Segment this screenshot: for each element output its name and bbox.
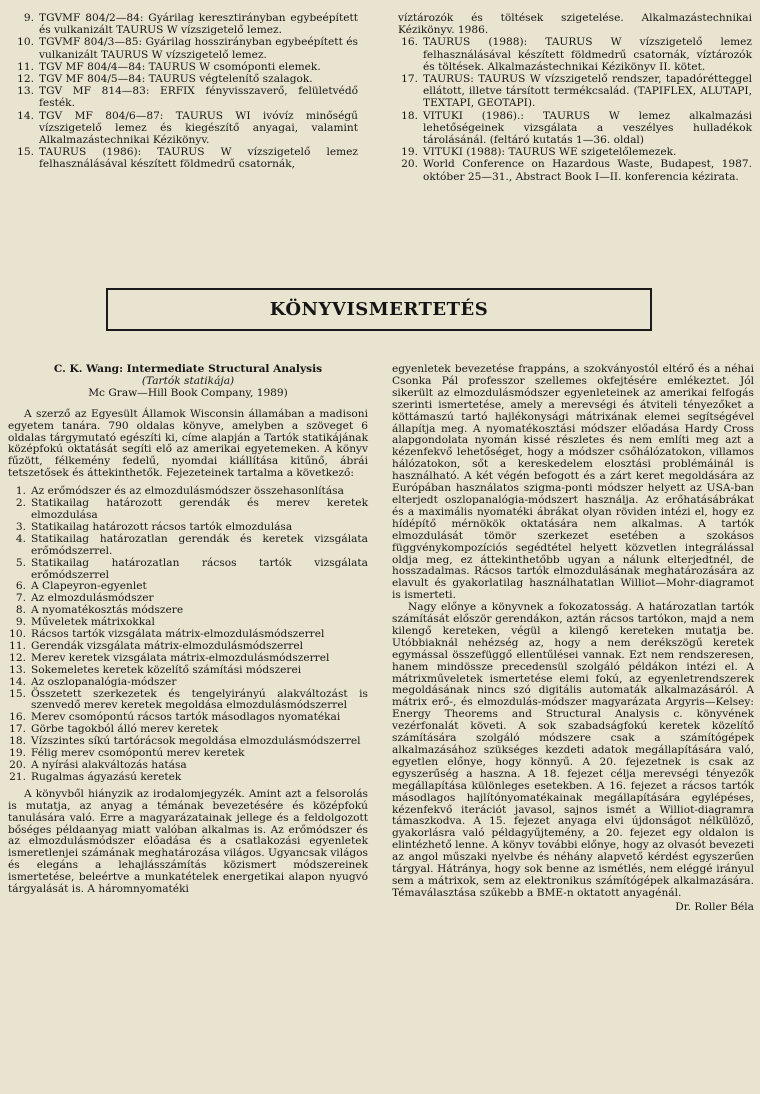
intro-paragraph: A szerző az Egyesült Államok Wisconsin államában a madisoni egyetem tanára. 790 oldalas könyve, amelyben a szöveget 6 oldalas tárgymutató egészíti ki, címe alapján a Tartók statikájának középfokú oktatását segíti elő az amerikai egyetemeken. A könyv fűzött, félkemény fedelű, nyomdai kiállítása kitűnő, ábrái tetszetősek és áttekinthetők. Fejezeteinek tartalma a következő:: [8, 407, 368, 480]
chapter-item: [8, 689, 368, 713]
review-paragraph-1: egyenletek bevezetése frappáns, a szokványostól eltérő és a néhai Csonka Pál professzor szellemes okfejtésére emlékeztet. Jól sikerült az elmozdulásmódszer egyenleteinek az amerikai felfogás szerinti ismertetése, amely a merevségi és átviteli tényezőket a köttámaszú tartó hajlékonysági mátrixának elemei segítségével állapítja meg. A nyomatékosztási módszer előadása Hardy Cross alapgondolata nyomán kissé részletes és nem említi meg azt a kézenfekvő lehetőséget, hogy a módszer csőhálózatokon, villamos hálózatokon, sőt a kereskedelem elosztási problémáinál is használható. A két végén befogott és a zárt keret megoldására az Európában használatos szigma-ponti módszer helyett az USA-ban elterjedt oszlopanalógia-módszert használja. Az erőhatásábrákat és a maximális nyomatéki ábrákat olyan röviden intézi el, hogy ez hídépítő mérnökök oktatására nem alkalmas. A tartók elmozdulását tömör szerkezet esetében a szokásos függvénykompozíciós segédtétel helyett közvetlen integrálással oldja meg, ez áttekinthetőbb ugyan a nálunk elterjedtnél, de hosszadalmas. Rácsos tartók elmozdulásának meghatározására az elavult és gyakorlatilag használhatatlan Williot—Mohr-diagramot is ismerteti.: [392, 363, 754, 602]
reference-item-number: 12.: [17, 73, 34, 86]
reference-continuation: víztározók és töltések szigetelése. Alkalmazástechnikai Kézikönyv. 1986.: [398, 12, 752, 37]
chapter-item-number: 7.: [15, 592, 26, 605]
reference-item: [8, 73, 358, 85]
reference-item-text: VITUKI (1986).: TAURUS W lemez alkalmazási lehetőségeinek vizsgálata a veszélyes hulladékok tárolásánál. (feltáró kutatás 1—36. oldal): [423, 109, 752, 147]
chapter-item-number: 14.: [9, 675, 26, 688]
reference-item-number: 16.: [401, 36, 418, 49]
chapter-item-number: 4.: [15, 532, 26, 545]
section-banner: [106, 288, 652, 331]
chapter-item: [8, 772, 368, 784]
chapter-item-text: Sokemeletes keretek közelítő számítási módszerei: [31, 663, 302, 676]
chapter-item-text: A nyírási alakváltozás hatása: [31, 759, 187, 771]
chapter-item-text: Görbe tagokból álló merev keretek: [31, 723, 219, 736]
chapter-item-number: 15.: [9, 687, 26, 700]
closing-left-paragraph: A könyvből hiányzik az irodalomjegyzék. Amint azt a felsorolás is mutatja, az anyag a témának bevezetésére és középfokú tanulására való. Erre a magyarázatainak jellege és a feldolgozott bőséges példaanyag miatt valóban alkalmas is. Az erőmódszer és az elmozdulásmódszer előadása és a csatlakozási egyenletek ismeretlenjei számának meghatározása világos. Ugyancsak világos és elegáns a lehajlásszámítás közismert módszereinek ismertetése, beleértve a munkatételek energetikai alapon nyugvó tárgyalását is. A háromnyomatéki: [8, 787, 368, 896]
chapter-item-text: Az oszlopanalógia-módszer: [31, 675, 177, 688]
chapter-item: [8, 522, 368, 534]
section-title: KÖNYVISMERTETÉS: [269, 299, 489, 320]
reference-item-number: 17.: [401, 73, 418, 86]
reference-item-text: TGV MF 804/6—87: TAURUS WI ivóvíz minőségű vízszigetelő lemez és kiegészítő anyagai, valamint Alkalmazástechnikai Kézikönyv.: [39, 109, 358, 147]
reference-item-number: 18.: [401, 109, 418, 122]
chapter-item-number: 5.: [15, 556, 26, 569]
chapter-item-text: Statikailag határozatlan rácsos tartók vizsgálata erőmódszerrel: [31, 556, 368, 581]
chapter-item-text: A nyomatékosztás módszere: [31, 604, 184, 617]
chapter-item-text: Statikailag határozott gerendák és merev keretek elmozdulása: [31, 497, 368, 521]
chapter-item-number: 18.: [9, 735, 26, 748]
book-publisher: Mc Graw—Hill Book Company, 1989): [88, 386, 288, 399]
chapter-item-text: Vízszintes síkú tartórácsok megoldása elmozdulásmódszerrel: [31, 735, 361, 748]
reference-item-text: VITUKI (1988): TAURUS WE szigetelőlemezek.: [423, 146, 677, 159]
reference-item-number: 19.: [401, 146, 418, 159]
reference-item-number: 11.: [17, 60, 34, 73]
reference-item-number: 20.: [401, 158, 418, 171]
reference-item: [392, 110, 752, 147]
chapter-item-text: Félig merev csomópontú merev keretek: [31, 747, 245, 760]
book-subtitle: (Tartók statikája): [141, 374, 235, 387]
chapter-item-number: 3.: [15, 520, 26, 533]
chapter-item-number: 11.: [9, 639, 26, 652]
reference-item-number: 10.: [17, 36, 34, 49]
reference-item-text: TGV MF 814—83: ERFIX fényvisszaverő, felületvédő festék.: [39, 85, 358, 110]
reference-item: [392, 146, 752, 158]
reference-item-number: 14.: [17, 109, 34, 122]
reference-item-text: TAURUS (1988): TAURUS W vízszigetelő lemez felhasználásával készített földmedrű csatornák, víztározók és töltések. Alkalmazástechnikai Kézikönyv II. kötet.: [423, 36, 752, 73]
chapter-item-number: 2.: [15, 497, 26, 510]
chapter-item-number: 10.: [9, 628, 26, 641]
chapter-item-number: 20.: [9, 759, 26, 771]
review-right-column: [392, 364, 754, 914]
chapter-item-number: 8.: [15, 604, 26, 617]
reference-item: [392, 73, 752, 110]
chapter-item: [8, 498, 368, 522]
chapter-item: [8, 653, 368, 665]
reference-item: [8, 146, 358, 170]
reference-item: [392, 36, 752, 73]
chapter-item: [8, 677, 368, 689]
book-title: C. K. Wang: Intermediate Structural Analysis: [53, 363, 323, 375]
chapter-item-number: 1.: [15, 485, 26, 498]
chapter-list: [8, 486, 368, 784]
chapter-item-number: 19.: [9, 747, 26, 760]
chapter-item-text: Gerendák vizsgálata mátrix-elmozdulásmódszerrel: [31, 639, 304, 652]
chapter-item-text: Statikailag határozatlan gerendák és keretek vizsgálata erőmódszerrel.: [31, 532, 368, 557]
chapter-item: [8, 558, 368, 582]
chapter-item-number: 6.: [15, 580, 26, 593]
reference-item: [8, 12, 358, 36]
reference-item-text: TGVMF 804/2—84: Gyárilag keresztirányban egybeépített és vulkanizált TAURUS W vízszigetelő lemez.: [39, 12, 358, 37]
chapter-item-text: Összetett szerkezetek és tengelyirányú alakváltozást is szenvedő merev keretek megoldása elmozdulásmódszerrel: [31, 687, 368, 712]
review-left-column: [8, 364, 368, 896]
reference-item-number: 9.: [23, 12, 34, 24]
chapter-item-number: 12.: [9, 651, 26, 664]
reference-item: [392, 158, 752, 182]
chapter-item-number: 13.: [9, 663, 26, 676]
references-left-column: [8, 12, 358, 171]
chapter-item-text: Rácsos tartók vizsgálata mátrix-elmozdulásmódszerrel: [31, 628, 325, 641]
reference-item: [8, 85, 358, 109]
reference-item-number: 15.: [17, 146, 34, 159]
chapter-item-number: 17.: [9, 723, 26, 736]
reference-item: [8, 61, 358, 73]
reference-item: [8, 36, 358, 60]
references-right-column: [392, 12, 752, 183]
chapter-item-text: Az elmozdulásmódszer: [31, 592, 154, 605]
reference-item-text: TAURUS: TAURUS W vízszigetelő rendszer, tapadórétteggel ellátott, illetve társított termékcsalád. (TAPIFLEX, ALUTAPI, TEXTAPI, GEOTAPI).: [423, 73, 752, 110]
reference-item-text: TGV MF 804/5—84: TAURUS végtelenítő szalagok.: [39, 73, 313, 86]
reference-item-number: 13.: [17, 85, 34, 98]
review-paragraph-2: Nagy előnye a könyvnek a fokozatosság. A határozatlan tartók számítását először gerendákon, aztán rácsos tartókon, majd a nem kilengő kereteken, végül a kilengő kereteken mutatja be. Utóbbiaknál nehézség az, hogy a nem derékszögű keretek egymással összefüggő ellentűlései vannak. Ezt nem rendszeresen, hanem mindössze precedensül szolgáló példákon intézi el. A mátrixműveletek ismertetése elemi fokú, az egyenletrendszerek megoldásának nincs szó digitális automaták alkalmazásáról. A mátrix erő-, és elmozdulás-módszer magyarázata Argyris—Kelsey: Energy Theorems and Structural Analysis c. könyvének vezérfonalát követi. A sok szabadságfokú keretek közelítő számítására szolgáló módszere csak a számítógépek alkalmazásához szükséges kezdeti adatok megállapítására való, egyetlen előnye, hogy könnyű. A 20. fejezetnek is csak az egyszerűség a haszna. A 18. fejezet célja merevségi tényezők megállapítása különleges esetekben. A 16. fejezet a rácsos tartók másodlagos hajlítónyomatékainak megállapítására egylépéses, kézenfekvő iterációt javasol, sajnos ismét a Williot-diagramra támaszkodva. A 15. fejezet anyaga elvi újdonságot nélkülöző, gyakorlásra való példagyűjtemény, a 20. fejezet egy oldalon is elintézhető lenne. A könyv további előnye, hogy az olvasót bevezeti az angol műszaki nyelvbe és néhány alapvető kérdést egyszerűen tárgyal. Hátránya, hogy sok benne az ismétlés, nem eléggé irányul sem a mátrixok, sem az elektronikus számítógépek alkalmazására. Témaválasztása szűkebb a BME-n oktatott anyagénál.: [392, 601, 754, 899]
chapter-item-text: Statikailag határozott rácsos tartók elmozdulása: [31, 520, 293, 533]
reference-item-text: World Conference on Hazardous Waste, Budapest, 1987. október 25—31., Abstract Book I—II. konferencia kézirata.: [423, 158, 752, 183]
chapter-item-number: 16.: [9, 711, 26, 724]
reference-item-text: TAURUS (1986): TAURUS W vízszigetelő lemez felhasználásával készített földmedrű csatornák,: [39, 146, 358, 171]
chapter-item-number: 21.: [9, 770, 26, 783]
reference-item: [8, 110, 358, 147]
chapter-item-text: Merev keretek vizsgálata mátrix-elmozdulásmódszerrel: [31, 651, 330, 664]
chapter-item-text: Rugalmas ágyazású keretek: [31, 770, 182, 783]
reference-item-text: TGV MF 804/4—84: TAURUS W csomóponti elemek.: [39, 60, 321, 73]
chapter-item-text: Műveletek mátrixokkal: [31, 616, 155, 629]
reference-item-text: TGVMF 804/3—85: Gyárilag hosszirányban egybeépített és vulkanizált TAURUS W vízszigetelő lemez.: [39, 36, 358, 61]
chapter-item: [8, 665, 368, 677]
chapter-item-text: Merev csomópontú rácsos tartók másodlagos nyomatékai: [31, 711, 341, 724]
chapter-item-number: 9.: [15, 616, 26, 629]
chapter-item-text: Az erőmódszer és az elmozdulásmódszer összehasonlítása: [31, 485, 344, 498]
reviewer-signature: Dr. Roller Béla: [675, 900, 754, 913]
chapter-item-text: A Clapeyron-egyenlet: [31, 580, 147, 593]
chapter-item: [8, 534, 368, 558]
